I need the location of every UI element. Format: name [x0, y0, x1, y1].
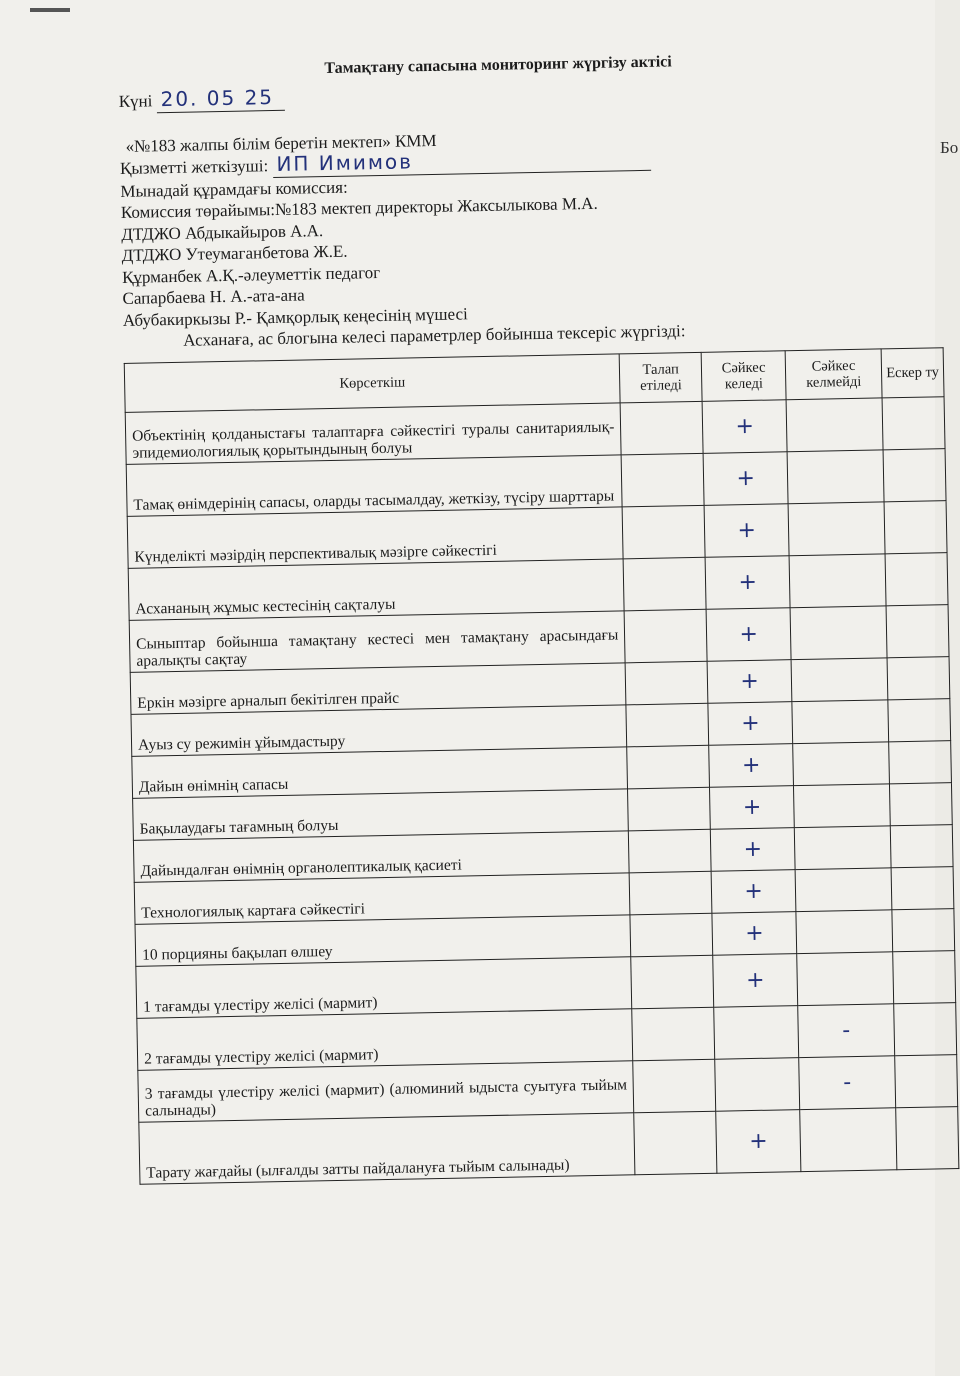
compliant-mark: +	[712, 911, 797, 955]
row-label: Тамақ өнімдерінің сапасы, оларды тасымалдау, жеткізу, түсіру шарттары	[126, 454, 622, 515]
note-cell	[885, 552, 948, 605]
row-label: Еркін мәзірге арналып бекітілген прайс	[130, 662, 626, 714]
note-cell	[883, 448, 946, 501]
required-cell	[627, 745, 710, 789]
compliant-mark: +	[716, 1109, 801, 1173]
compliant-mark	[714, 1005, 799, 1059]
note-cell	[893, 950, 956, 1003]
required-cell	[620, 401, 703, 455]
row-label: Күнделікті мәзірдің перспективалық мәзірге сәйкестігі	[127, 506, 623, 567]
note-cell	[892, 908, 955, 951]
required-cell	[632, 1007, 715, 1061]
compliant-mark: +	[704, 503, 789, 557]
page-mark	[30, 8, 70, 12]
commission-members	[121, 186, 953, 331]
row-label: Асхананың жұмыс кестесінің сақталуы	[128, 558, 624, 619]
noncompliant-mark: -	[799, 1055, 896, 1109]
row-label: Бақылаудағы тағамның болуы	[133, 788, 629, 840]
note-cell	[884, 500, 947, 553]
noncompliant-mark	[800, 1107, 897, 1171]
row-label: Дайындалған өнімнің органолептикалық қасиеті	[133, 830, 629, 882]
school-name: «№183 жалпы білім беретін мектеп» КММ	[125, 130, 437, 156]
compliant-mark: +	[713, 953, 798, 1007]
noncompliant-mark: -	[798, 1003, 895, 1057]
required-cell	[629, 829, 712, 873]
noncompliant-mark	[797, 951, 894, 1005]
commission-member: Комиссия төрайымы:№183 мектеп директоры Жаксылыкова М.А.	[120, 193, 598, 222]
row-label: Ауыз су режимін ұйымдастыру	[131, 704, 627, 756]
compliant-mark: +	[710, 785, 795, 829]
commission-member: ДТДЖО Абдыкайыров А.А.	[121, 220, 324, 244]
note-cell	[890, 824, 953, 867]
note-cell	[882, 396, 945, 449]
required-cell	[629, 871, 712, 915]
noncompliant-mark	[790, 605, 887, 659]
date-label: Күні	[118, 91, 153, 111]
required-cell	[622, 505, 705, 559]
row-label: Тарату жағдайы (ылғалды затты пайдалануға тыйым салынады)	[139, 1112, 635, 1183]
noncompliant-mark	[796, 909, 893, 953]
row-label: 2 тағамды үлестіру желісі (мармит)	[137, 1008, 633, 1069]
row-label: Дайын өнімнің сапасы	[132, 746, 628, 798]
provider-label: Қызметті жеткізуші:	[119, 156, 269, 178]
commission-member: Сапарбаева Н. А.-ата-ана	[122, 285, 305, 308]
commission-member: Абубакиркызы Р.- Қамқорлық кеңесінің мүшесі	[122, 303, 468, 330]
header-compliant: Сәйкес келеді	[701, 350, 786, 401]
required-cell	[621, 453, 704, 507]
noncompliant-mark	[786, 397, 883, 451]
note-cell	[887, 656, 950, 699]
note-cell	[886, 604, 949, 657]
inspection-intro: Асханаға, ас блогына келесі параметрлер бойынша тексеріс жүргізді:	[183, 321, 686, 350]
compliant-mark: +	[706, 607, 791, 661]
required-cell	[633, 1059, 716, 1113]
commission-member: Құрманбек А.Қ.-әлеуметтік педагог	[121, 262, 381, 287]
row-label: 1 тағамды үлестіру желісі (мармит)	[136, 956, 632, 1017]
noncompliant-mark	[794, 825, 891, 869]
note-cell	[891, 866, 954, 909]
required-cell	[634, 1111, 717, 1175]
required-cell	[630, 913, 713, 957]
required-cell	[624, 609, 707, 663]
row-label: 10 порцияны бақылап өлшеу	[135, 914, 631, 966]
compliant-mark: +	[710, 827, 795, 871]
date-field	[156, 87, 284, 113]
noncompliant-mark	[787, 449, 884, 503]
noncompliant-mark	[794, 783, 891, 827]
compliant-mark: +	[702, 399, 787, 453]
header-indicator: Көрсеткіш	[124, 353, 620, 411]
provider-value: ИП Имимов	[276, 149, 414, 176]
required-cell	[631, 955, 714, 1009]
note-cell	[894, 1002, 957, 1055]
inspection-table	[124, 347, 960, 1185]
compliant-mark: +	[705, 555, 790, 609]
required-cell	[626, 703, 709, 747]
document-title: Тамақтану сапасына мониторинг жүргізу актісі	[324, 53, 672, 78]
required-cell	[623, 557, 706, 611]
compliant-mark	[715, 1057, 800, 1111]
row-label: 3 тағамды үлестіру желісі (мармит) (алюминий ыдыста суытуға тыйым салынады)	[138, 1060, 634, 1121]
noncompliant-mark	[793, 741, 890, 785]
compliant-mark: +	[709, 743, 794, 787]
date-row	[118, 74, 948, 113]
note-cell	[889, 740, 952, 783]
compliant-mark: +	[703, 451, 788, 505]
row-label: Технологиялық картаға сәйкестігі	[134, 872, 630, 924]
compliant-mark: +	[708, 701, 793, 745]
note-cell	[896, 1106, 959, 1169]
noncompliant-mark	[789, 553, 886, 607]
compliant-mark: +	[711, 869, 796, 913]
header-required: Талап етіледі	[619, 352, 702, 403]
date-value: 20. 05 25	[160, 85, 275, 112]
required-cell	[628, 787, 711, 831]
noncompliant-mark	[788, 501, 885, 555]
note-cell	[888, 698, 951, 741]
commission-intro: Мынадай құрамдағы комиссия:	[120, 177, 348, 201]
row-label: Объектінің қолданыстағы талаптарға сәйкестігі туралы санитариялық-эпидемиологиялық қорытындының болуы	[125, 402, 621, 463]
noncompliant-mark	[795, 867, 892, 911]
row-label: Сыныптар бойынша тамақтану кестесі мен тамақтану арасындағы аралықты сақтау	[129, 610, 625, 671]
note-cell	[895, 1054, 958, 1107]
required-cell	[625, 661, 708, 705]
noncompliant-mark	[791, 657, 888, 701]
document-content	[118, 48, 960, 1184]
compliant-mark: +	[707, 659, 792, 703]
background-sheet-text: Бо	[940, 138, 959, 157]
note-cell	[889, 782, 952, 825]
noncompliant-mark	[792, 699, 889, 743]
header-note: Ескер ту	[881, 347, 944, 397]
header-noncompliant: Сәйкес келмейді	[785, 348, 882, 399]
commission-member: ДТДЖО Утеумаганбетова Ж.Е.	[121, 241, 348, 265]
